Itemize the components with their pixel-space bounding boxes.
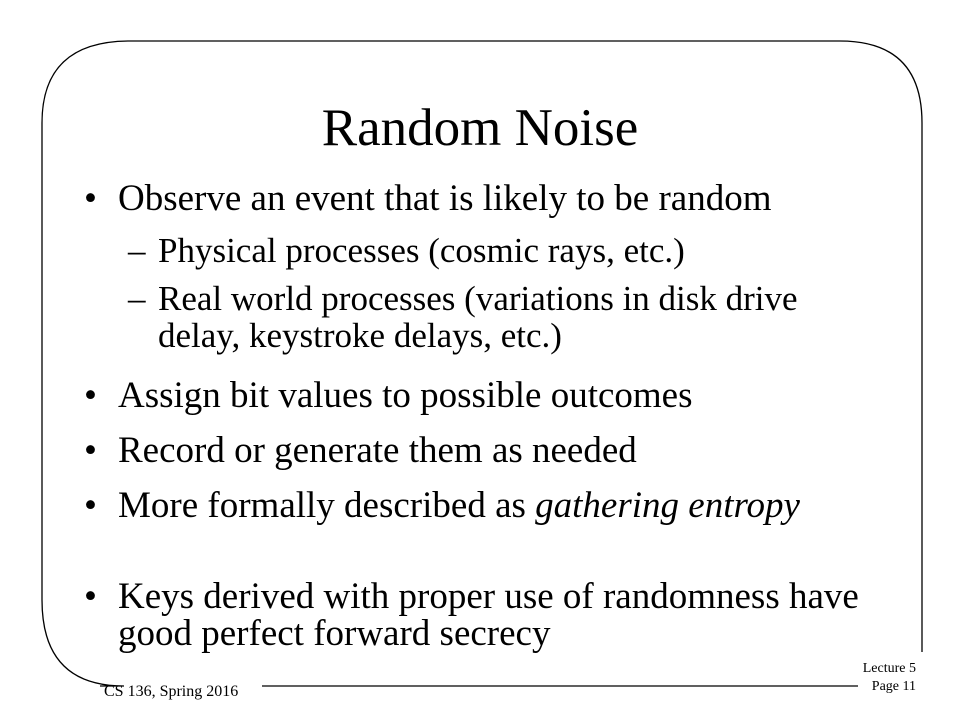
footer-page-info — [863, 660, 916, 696]
bullet-text — [118, 487, 904, 524]
bullet-text-emphasis: gathering entropy — [535, 485, 800, 526]
bullet-marker: • — [84, 576, 97, 617]
slide-title: Random Noise — [321, 99, 639, 157]
bullet-text: Keys derived with proper use of randomness have good perfect forward secrecy — [118, 576, 859, 654]
bullet-text-plain: More formally described as — [118, 485, 536, 526]
bullet-marker: • — [84, 430, 97, 471]
bullet-text: Record or generate them as needed — [118, 430, 637, 471]
sub-bullet-item — [128, 232, 888, 269]
bullet-item — [84, 377, 904, 414]
footer-course: CS 136, Spring 2016 — [104, 683, 239, 700]
footer-page: Page 11 — [871, 679, 916, 694]
sub-bullet-marker: – — [128, 279, 146, 318]
bullet-item — [84, 487, 904, 524]
bullet-item — [84, 180, 904, 217]
sub-bullet-marker: – — [128, 231, 146, 270]
sub-bullet-item — [128, 280, 888, 354]
bullet-marker: • — [84, 375, 97, 416]
sub-bullet-text: Physical processes (cosmic rays, etc.) — [158, 231, 685, 270]
bullet-item — [84, 578, 904, 652]
bullet-text: Assign bit values to possible outcomes — [118, 375, 693, 416]
bullet-marker: • — [84, 178, 97, 219]
bullet-text: Observe an event that is likely to be random — [118, 178, 772, 219]
bullet-item — [84, 432, 904, 469]
footer-lecture: Lecture 5 — [862, 661, 916, 676]
bullet-marker: • — [84, 485, 97, 526]
sub-bullet-text: Real world processes (variations in disk drive delay, keystroke delays, etc.) — [158, 279, 798, 355]
